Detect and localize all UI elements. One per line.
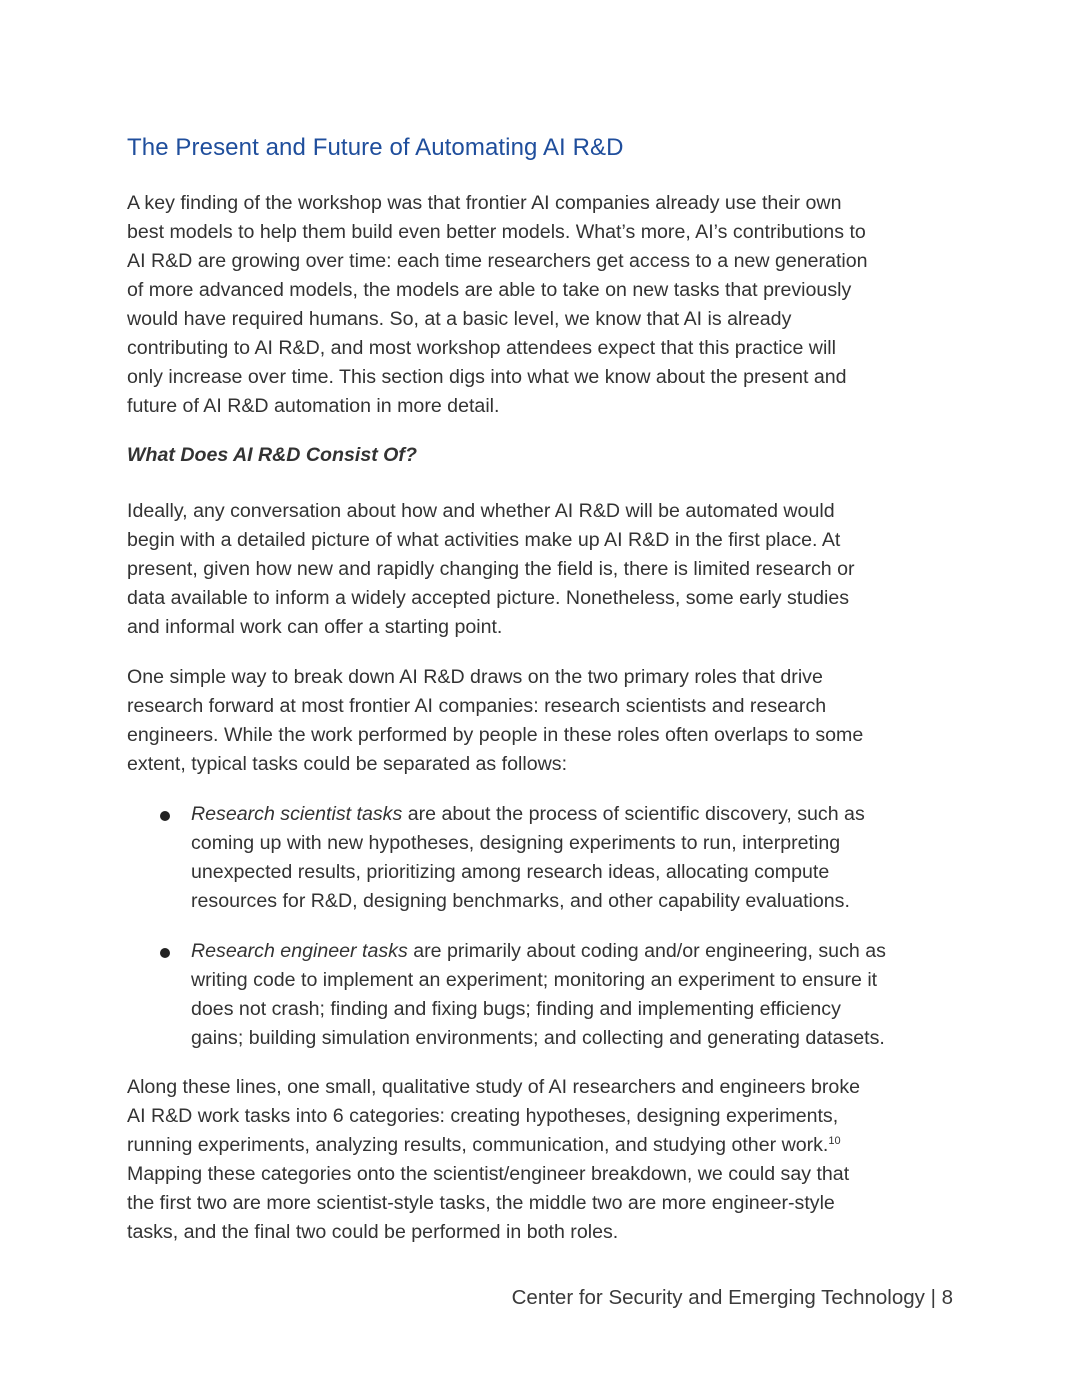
bullet-text (191, 937, 971, 1053)
text-line: only increase over time. This section digs into what we know about the present and (127, 366, 847, 388)
bullet-first-line-rest: are primarily about coding and/or engineering, such as (407, 940, 886, 962)
bullet-text (191, 800, 971, 916)
text-line: AI R&D are growing over time: each time researchers get access to a new generation (127, 250, 868, 272)
text-line: and informal work can offer a starting point. (127, 616, 503, 638)
text-line: present, given how new and rapidly changing the field is, there is limited research or (127, 558, 855, 580)
text-line: begin with a detailed picture of what activities make up AI R&D in the first place. At (127, 529, 841, 551)
text-line: Mapping these categories onto the scientist/engineer breakdown, we could say that (127, 1163, 850, 1185)
bullet-icon (160, 948, 170, 958)
paragraph-2 (127, 497, 957, 642)
bullet-lead-term: Research scientist tasks (191, 803, 403, 825)
text-line (191, 937, 971, 966)
bullet-icon (160, 811, 170, 821)
subsection-title: What Does AI R&D Consist Of? (127, 444, 417, 466)
bullet-lead-term: Research engineer tasks (191, 940, 408, 962)
text-line: AI R&D work tasks into 6 categories: creating hypotheses, designing experiments, (127, 1105, 839, 1127)
text-line: coming up with new hypotheses, designing experiments to run, interpreting (191, 832, 841, 854)
text-line (127, 1131, 957, 1160)
text-line: resources for R&D, designing benchmarks, and other capability evaluations. (191, 890, 850, 912)
text-line: Along these lines, one small, qualitative study of AI researchers and engineers broke (127, 1076, 861, 1098)
paragraph-3 (127, 663, 957, 779)
text-line: unexpected results, prioritizing among research ideas, allocating compute (191, 861, 830, 883)
text-line: Ideally, any conversation about how and whether AI R&D will be automated would (127, 500, 835, 522)
text-line: would have required humans. So, at a basic level, we know that AI is already (127, 308, 792, 330)
text-line: A key finding of the workshop was that frontier AI companies already use their own (127, 192, 842, 214)
text-line: best models to help them build even better models. What’s more, AI’s contributions to (127, 221, 866, 243)
paragraph-4 (127, 1073, 957, 1247)
text-line-content: running experiments, analyzing results, communication, and studying other work. (127, 1134, 829, 1156)
text-line: tasks, and the final two could be performed in both roles. (127, 1221, 619, 1243)
text-line: gains; building simulation environments; and collecting and generating datasets. (191, 1027, 885, 1049)
text-line (191, 800, 971, 829)
text-line: the first two are more scientist-style tasks, the middle two are more engineer-style (127, 1192, 835, 1214)
text-line: data available to inform a widely accepted picture. Nonetheless, some early studies (127, 587, 850, 609)
text-line: of more advanced models, the models are able to take on new tasks that previously (127, 279, 852, 301)
text-line: future of AI R&D automation in more detail. (127, 395, 500, 417)
text-line: contributing to AI R&D, and most workshop attendees expect that this practice will (127, 337, 837, 359)
text-line: extent, typical tasks could be separated as follows: (127, 753, 568, 775)
section-title: The Present and Future of Automating AI R&D (127, 134, 624, 161)
text-line: writing code to implement an experiment; monitoring an experiment to ensure it (191, 969, 878, 991)
intro-paragraph (127, 189, 957, 421)
text-line: One simple way to break down AI R&D draws on the two primary roles that drive (127, 666, 823, 688)
text-line: engineers. While the work performed by people in these roles often overlaps to some (127, 724, 864, 746)
footnote-reference[interactable]: 10 (828, 1135, 841, 1147)
text-line: research forward at most frontier AI companies: research scientists and research (127, 695, 827, 717)
page-footer: Center for Security and Emerging Technology | 8 (511, 1286, 953, 1309)
text-line: does not crash; finding and fixing bugs; finding and implementing efficiency (191, 998, 841, 1020)
bullet-first-line-rest: are about the process of scientific discovery, such as (402, 803, 865, 825)
